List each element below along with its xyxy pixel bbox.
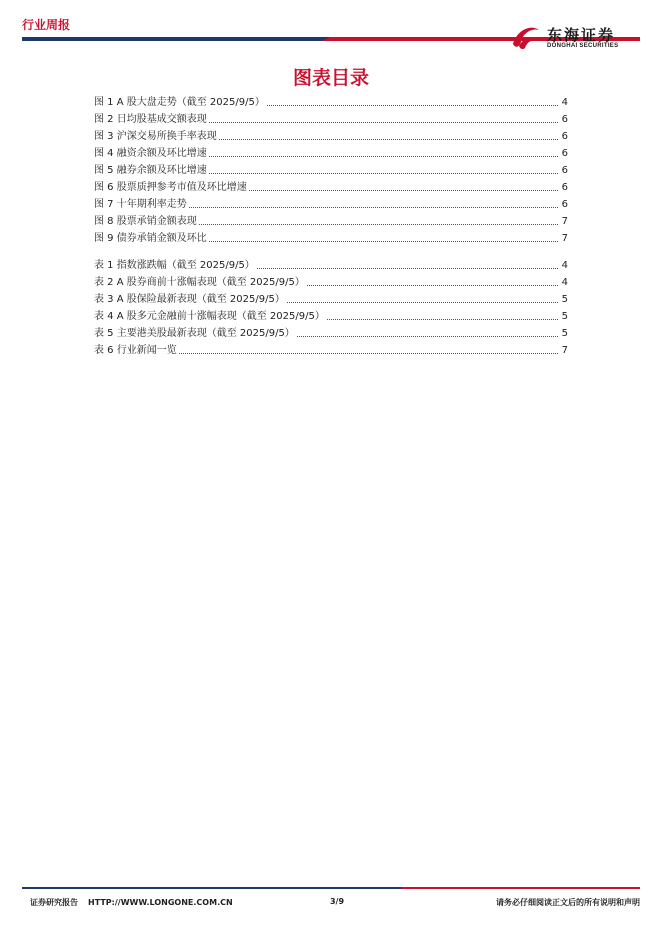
dot-leader (267, 105, 558, 106)
header-rule-navy (22, 37, 342, 41)
toc-entry-figure-5[interactable] (94, 161, 568, 178)
dot-leader (219, 139, 558, 140)
toc-entry-figure-4[interactable] (94, 144, 568, 161)
toc-entry-label: 图 3 沪深交易所换手率表现 (94, 131, 217, 142)
toc-entry-figure-9[interactable] (94, 229, 568, 246)
dot-leader (209, 241, 558, 242)
toc-entry-figure-1[interactable] (94, 93, 568, 110)
toc-entry-label: 图 8 股票承销金额表现 (94, 216, 197, 227)
toc-entry-label: 图 7 十年期利率走势 (94, 199, 187, 210)
toc-entry-page: 5 (561, 328, 568, 339)
footer-website-link[interactable]: HTTP://WWW.LONGONE.COM.CN (88, 898, 233, 907)
dot-leader (249, 190, 558, 191)
toc-entry-label: 图 6 股票质押参考市值及环比增速 (94, 182, 247, 193)
logo-english-name: DONGHAI SECURITIES (547, 43, 619, 49)
toc-entry-label: 表 6 行业新闻一览 (94, 345, 177, 356)
dot-leader (209, 173, 558, 174)
report-type-label: 行业周报 (22, 18, 71, 32)
dot-leader (199, 224, 558, 225)
dot-leader (189, 207, 558, 208)
toc-entry-label: 表 1 指数涨跌幅（截至 2025/9/5） (94, 260, 255, 271)
dot-leader (179, 353, 558, 354)
toc-entry-label: 图 1 A 股大盘走势（截至 2025/9/5） (94, 97, 265, 108)
toc-entry-page: 6 (561, 199, 568, 210)
toc-entry-page: 4 (561, 97, 568, 108)
dot-leader (209, 156, 558, 157)
dot-leader (297, 336, 558, 337)
toc-entry-figure-3[interactable] (94, 127, 568, 144)
footer-disclaimer: 请务必仔细阅读正文后的所有说明和声明 (496, 898, 640, 907)
dot-leader (287, 302, 558, 303)
page-number: 3/9 (329, 897, 345, 906)
wave-emblem-icon (509, 22, 543, 52)
toc-entry-label: 图 2 日均股基成交额表现 (94, 114, 207, 125)
toc-entry-page: 5 (561, 294, 568, 305)
toc-entry-table-3[interactable] (94, 290, 568, 307)
toc-entry-table-2[interactable] (94, 273, 568, 290)
table-list (94, 256, 568, 358)
toc-entry-page: 6 (561, 131, 568, 142)
toc-entry-table-4[interactable] (94, 307, 568, 324)
toc-entry-label: 表 3 A 股保险最新表现（截至 2025/9/5） (94, 294, 285, 305)
toc-entry-figure-2[interactable] (94, 110, 568, 127)
toc-entry-page: 6 (561, 165, 568, 176)
footer-left (30, 897, 233, 908)
toc-entry-page: 4 (561, 260, 568, 271)
footer-rule-navy (22, 887, 402, 889)
footer-report-label: 证券研究报告 (30, 898, 78, 907)
toc-entry-label: 图 5 融券余额及环比增速 (94, 165, 207, 176)
toc-entry-label: 图 4 融资余额及环比增速 (94, 148, 207, 159)
toc-entry-page: 7 (561, 233, 568, 244)
toc-entry-page: 5 (561, 311, 568, 322)
toc-entry-table-6[interactable] (94, 341, 568, 358)
toc-entry-label: 表 2 A 股券商前十涨幅表现（截至 2025/9/5） (94, 277, 305, 288)
toc-entry-table-5[interactable] (94, 324, 568, 341)
dot-leader (257, 268, 558, 269)
toc-entry-label: 表 5 主要港美股最新表现（截至 2025/9/5） (94, 328, 295, 339)
toc-entry-table-1[interactable] (94, 256, 568, 273)
toc-title: 图表目录 (292, 67, 369, 89)
toc-entry-label: 表 4 A 股多元金融前十涨幅表现（截至 2025/9/5） (94, 311, 325, 322)
toc-entry-page: 6 (561, 182, 568, 193)
figure-list (94, 93, 568, 246)
dot-leader (327, 319, 558, 320)
toc-entry-page: 6 (561, 148, 568, 159)
toc-entry-figure-7[interactable] (94, 195, 568, 212)
toc-entry-page: 4 (561, 277, 568, 288)
dot-leader (307, 285, 558, 286)
toc-entry-page: 6 (561, 114, 568, 125)
toc-entry-figure-6[interactable] (94, 178, 568, 195)
footer-rule-red (402, 887, 640, 889)
toc-entry-figure-8[interactable] (94, 212, 568, 229)
dot-leader (209, 122, 558, 123)
company-logo (509, 22, 641, 52)
logo-chinese-name: 东海证券 (547, 26, 616, 44)
toc-entry-label: 图 9 债券承销金额及环比 (94, 233, 207, 244)
toc-entry-page: 7 (561, 216, 568, 227)
toc-entry-page: 7 (561, 345, 568, 356)
